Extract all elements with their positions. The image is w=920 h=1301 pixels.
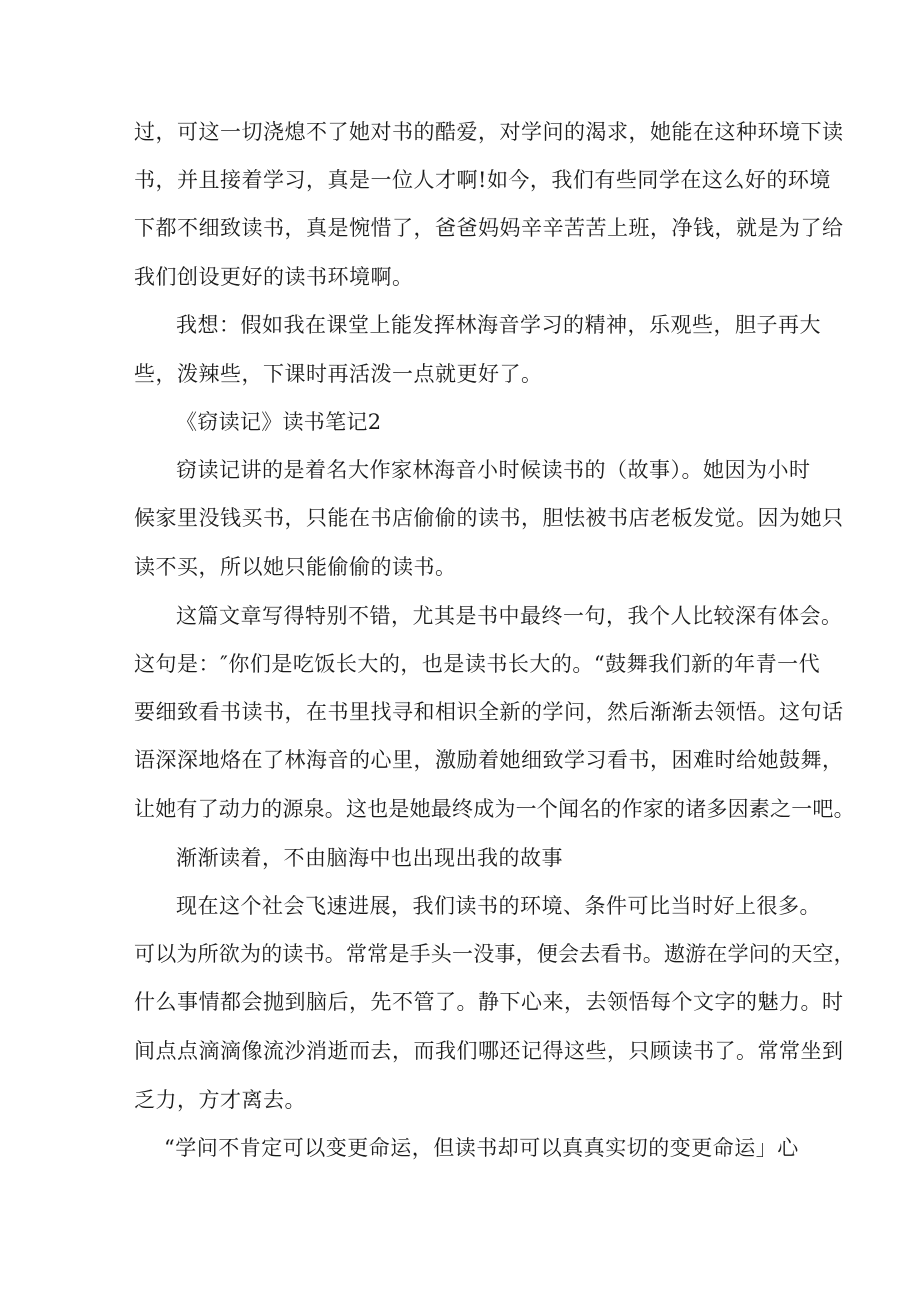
paragraph-6-line-5: 乏力，方才离去。 xyxy=(134,1088,306,1112)
paragraph-1-line-1: 过，可这一切浇熄不了她对书的酷爱，对学问的渴求，她能在这种环境下读 xyxy=(134,120,844,144)
paragraph-4-line-2: 这句是：″你们是吃饭长大的，也是读书长大的。“鼓舞我们新的年青一代 xyxy=(134,652,821,676)
paragraph-3-line-1: 窃读记讲的是着名大作家林海音小时候读书的（故事）。她因为小时 xyxy=(176,458,811,482)
paragraph-1-line-4: 我们创设更好的读书环境啊。 xyxy=(134,265,414,289)
paragraph-6-line-2: 可以为所欲为的读书。常常是手头一没事，便会去看书。遨游在学问的天空， xyxy=(134,942,855,966)
paragraph-4-line-3: 要细致看书读书，在书里找寻和相识全新的学问，然后渐渐去领悟。这句话 xyxy=(134,700,844,724)
paragraph-1-line-2: 书，并且接着学习，真是一位人才啊!如今，我们有些同学在这么好的环境 xyxy=(134,168,831,192)
section-heading: 《窃读记》读书笔记2 xyxy=(176,410,382,434)
paragraph-3-line-3: 读不买，所以她只能偷偷的读书。 xyxy=(134,555,457,579)
paragraph-2-line-2: 些，泼辣些，下课时再活泼一点就更好了。 xyxy=(134,362,543,386)
paragraph-1-line-3: 下都不细致读书，真是惋惜了，爸爸妈妈辛辛苦苦上班，净钱，就是为了给 xyxy=(134,216,844,240)
paragraph-4-line-4: 语深深地烙在了林海音的心里，激励着她细致学习看书，困难时给她鼓舞， xyxy=(134,748,844,772)
paragraph-6-line-4: 间点点滴滴像流沙消逝而去，而我们哪还记得这些，只顾读书了。常常坐到 xyxy=(134,1039,844,1063)
paragraph-2-line-1: 我想：假如我在课堂上能发挥林海音学习的精神，乐观些，胆子再大 xyxy=(176,313,821,337)
paragraph-4-line-1: 这篇文章写得特别不错，尤其是书中最终一句，我个人比较深有体会。 xyxy=(176,604,843,628)
paragraph-3-line-2: 候家里没钱买书，只能在书店偷偷的读书，胆怯被书店老板发觉。因为她只 xyxy=(134,506,844,530)
paragraph-5-line-1: 渐渐读着，不由脑海中也出现出我的故事 xyxy=(176,846,563,870)
paragraph-6-line-1: 现在这个社会飞速进展，我们读书的环境、条件可比当时好上很多。 xyxy=(176,894,821,918)
paragraph-6-line-3: 什么事情都会抛到脑后，先不管了。静下心来，去领悟每个文字的魅力。时 xyxy=(134,990,844,1014)
paragraph-4-line-5: 让她有了动力的源泉。这也是她最终成为一个闻名的作家的诸多因素之一吧。 xyxy=(134,797,855,821)
paragraph-7-line-1: “学问不肯定可以变更命运，但读书却可以真真实切的变更命运」心 xyxy=(164,1136,799,1160)
